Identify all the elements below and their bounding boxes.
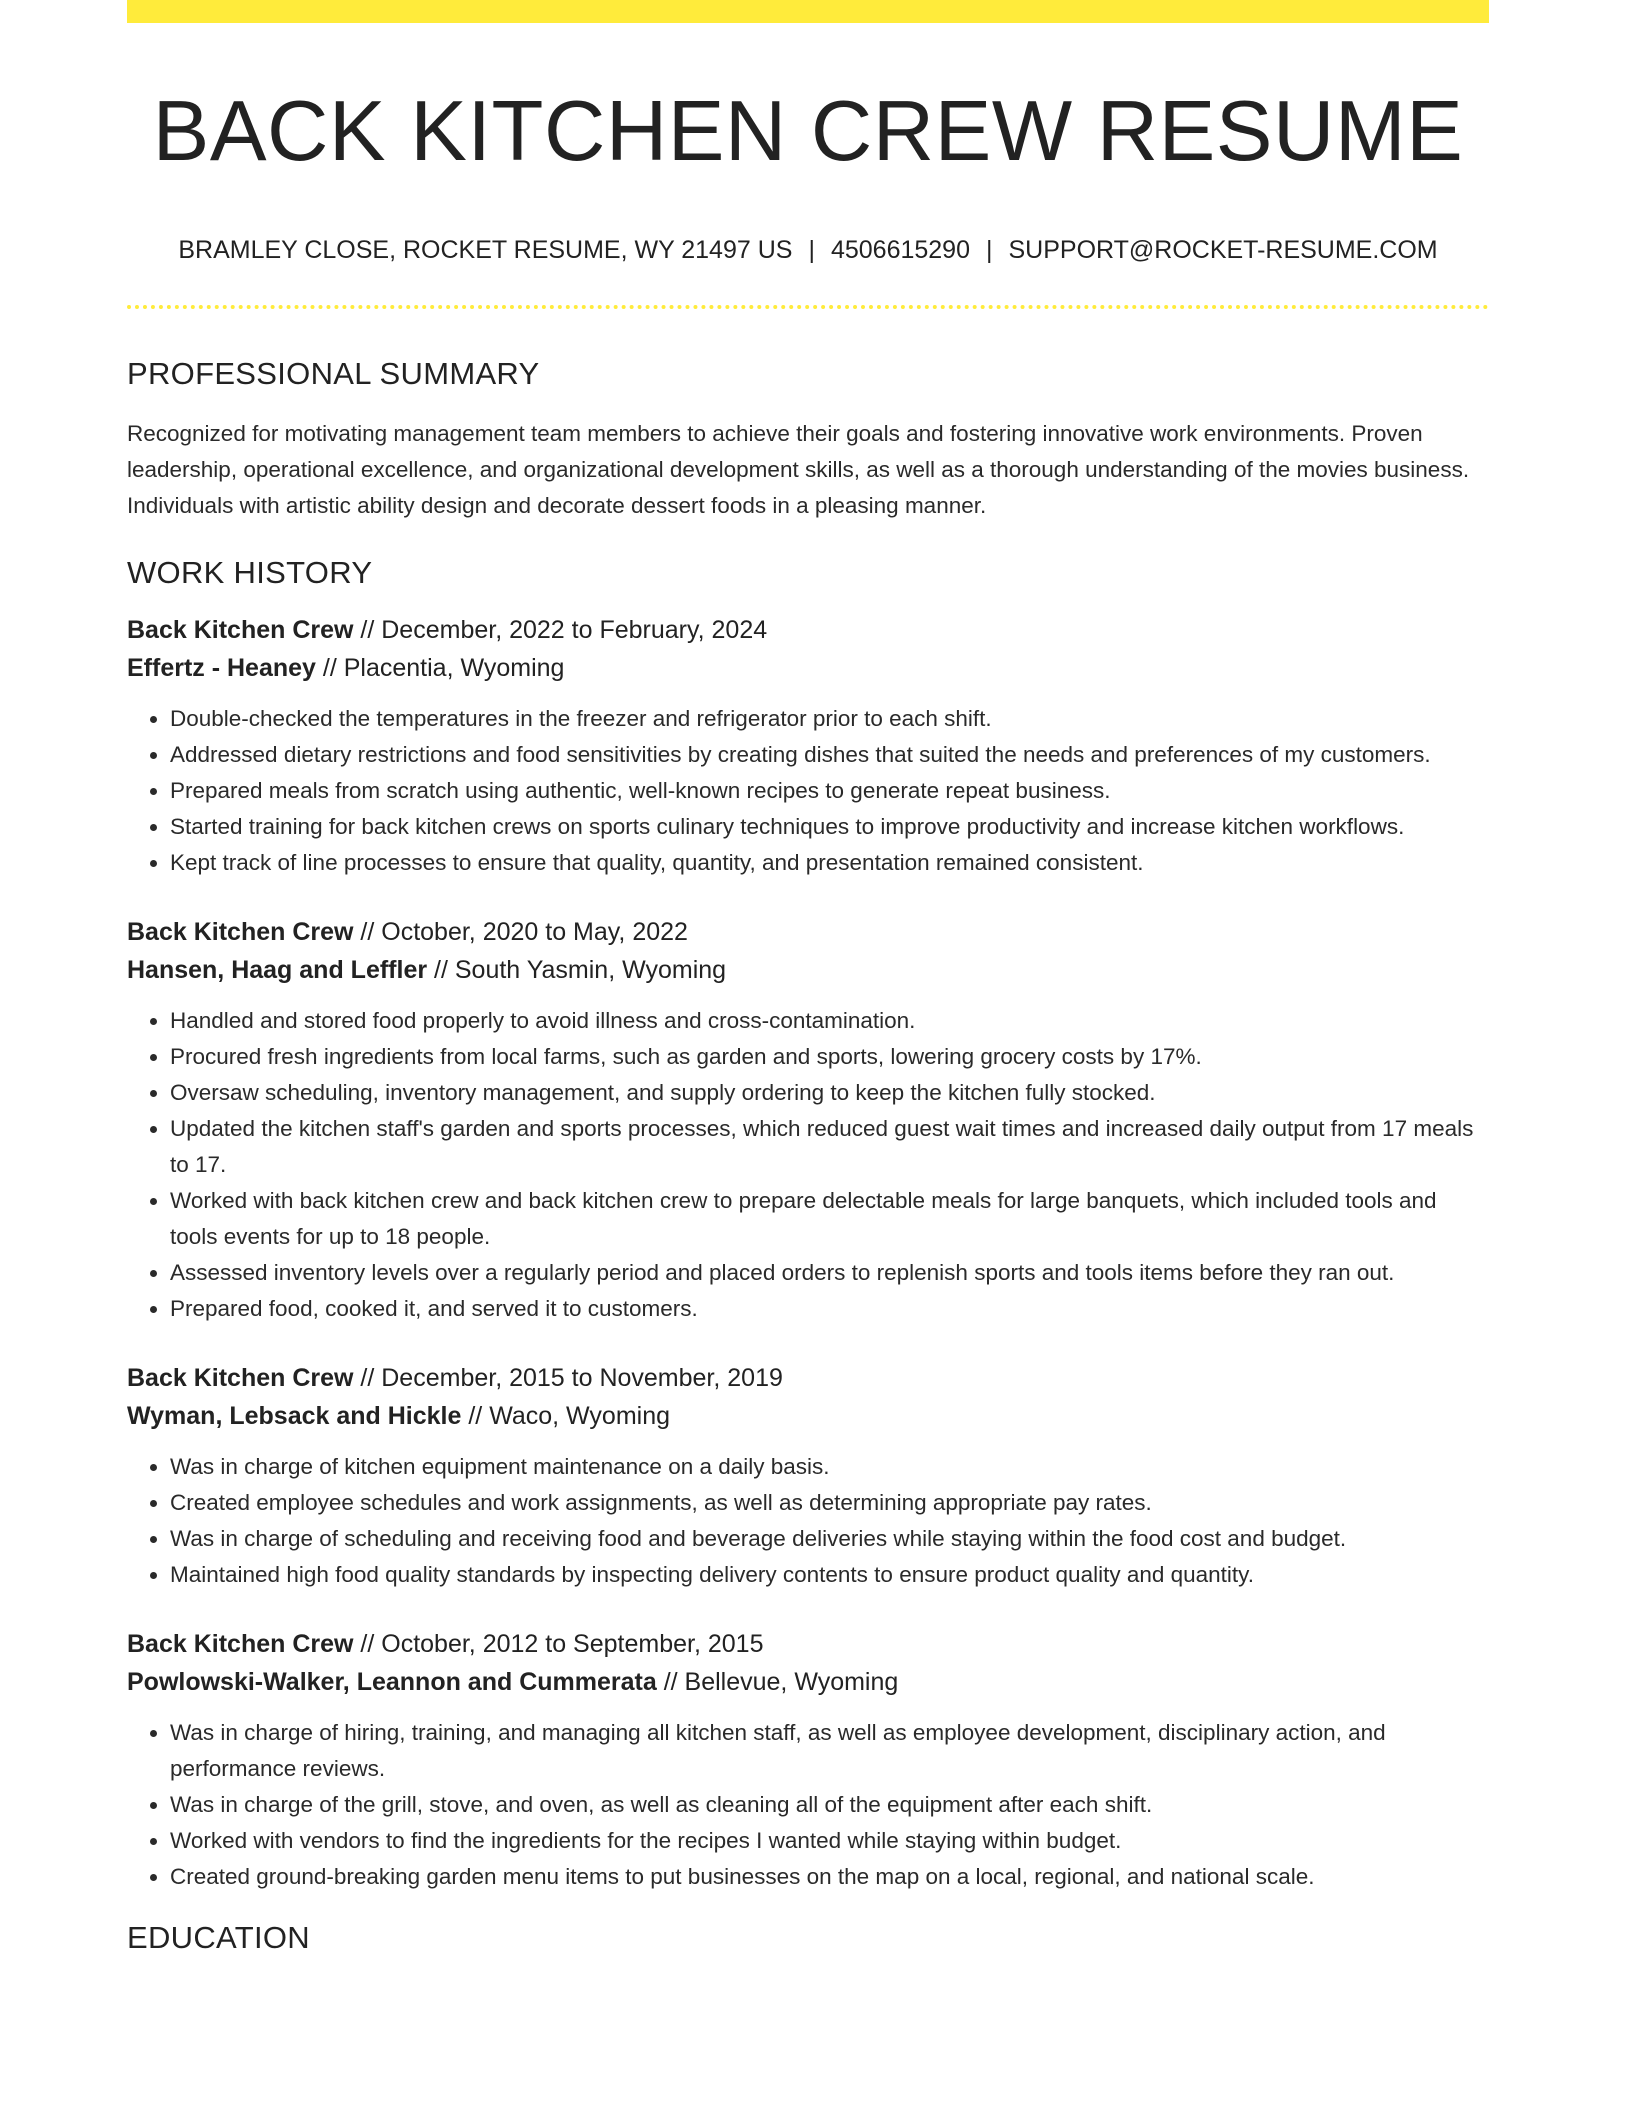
work-history-heading: WORK HISTORY	[127, 554, 373, 590]
job-company: Wyman, Lebsack and Hickle	[127, 1401, 462, 1430]
contact-separator: |	[986, 235, 993, 264]
job-bullet: • Prepared meals from scratch using authentic, well-known recipes to generate repeat business.	[170, 773, 1489, 809]
job-bullet: • Was in charge of the grill, stove, and oven, as well as cleaning all of the equipment after each shift.	[170, 1787, 1489, 1823]
job-role-line	[127, 913, 1489, 951]
job-bullet: • Procured fresh ingredients from local farms, such as garden and sports, lowering grocery costs by 17%.	[170, 1039, 1489, 1075]
job-role-line	[127, 611, 1489, 649]
job-bullet: • Oversaw scheduling, inventory management, and supply ordering to keep the kitchen fully stocked.	[170, 1075, 1489, 1111]
job-bullet: • Was in charge of scheduling and receiving food and beverage deliveries while staying within the food cost and budget.	[170, 1521, 1489, 1557]
job-role: Back Kitchen Crew	[127, 1629, 354, 1658]
job-role: Back Kitchen Crew	[127, 1363, 354, 1392]
contact-address: BRAMLEY CLOSE, ROCKET RESUME, WY 21497 US	[178, 235, 793, 264]
job-bullets	[127, 1715, 1489, 1895]
contact-line	[127, 235, 1489, 265]
job-bullet: • Created ground-breaking garden menu items to put businesses on the map on a local, regional, and national scale.	[170, 1859, 1489, 1895]
job-entry	[127, 1625, 1489, 1895]
job-location: // South Yasmin, Wyoming	[427, 955, 727, 984]
job-bullet: • Updated the kitchen staff's garden and sports processes, which reduced guest wait times and increased daily output from 17 meals to 17.	[170, 1111, 1489, 1183]
job-company-line	[127, 951, 1489, 989]
job-bullet: • Created employee schedules and work assignments, as well as determining appropriate pay rates.	[170, 1485, 1489, 1521]
job-bullet: • Assessed inventory levels over a regularly period and placed orders to replenish sports and tools items before they ran out.	[170, 1255, 1489, 1291]
dotted-divider	[127, 305, 1489, 309]
job-bullet: • Kept track of line processes to ensure that quality, quantity, and presentation remained consistent.	[170, 845, 1489, 881]
education-heading: EDUCATION	[127, 1919, 310, 1955]
job-role-line	[127, 1625, 1489, 1663]
job-bullet: • Was in charge of hiring, training, and managing all kitchen staff, as well as employee development, disciplinary action, and performance reviews.	[170, 1715, 1489, 1787]
resume-title: BACK KITCHEN CREW RESUME	[152, 84, 1464, 179]
job-bullets	[127, 1003, 1489, 1327]
job-location: // Placentia, Wyoming	[315, 653, 565, 682]
job-bullet: • Started training for back kitchen crews on sports culinary techniques to improve productivity and increase kitchen workflows.	[170, 809, 1489, 845]
job-bullet: • Worked with back kitchen crew and back kitchen crew to prepare delectable meals for large banquets, which included tools and tools events for up to 18 people.	[170, 1183, 1489, 1255]
job-bullet: • Prepared food, cooked it, and served it to customers.	[170, 1291, 1489, 1327]
job-role-line	[127, 1359, 1489, 1397]
job-role: Back Kitchen Crew	[127, 615, 354, 644]
contact-phone[interactable]: 4506615290	[830, 235, 970, 264]
job-bullets	[127, 1449, 1489, 1593]
contact-email[interactable]: SUPPORT@ROCKET-RESUME.COM	[1008, 235, 1438, 264]
summary-heading: PROFESSIONAL SUMMARY	[127, 355, 540, 391]
summary-text: Recognized for motivating management team members to achieve their goals and fostering innovative work environments. Proven leadership, operational excellence, and organizational development skills, as well as a thorough understanding of the movies business. Individuals with artistic ability design and decorate dessert foods in a pleasing manner.	[127, 420, 1470, 518]
job-dates: // October, 2012 to September, 2015	[353, 1629, 764, 1658]
job-company-line	[127, 1663, 1489, 1701]
accent-top-bar	[127, 0, 1489, 23]
job-entry	[127, 611, 1489, 881]
contact-separator: |	[808, 235, 815, 264]
job-bullet: • Was in charge of kitchen equipment maintenance on a daily basis.	[170, 1449, 1489, 1485]
job-bullets	[127, 701, 1489, 881]
job-role: Back Kitchen Crew	[127, 917, 354, 946]
job-bullet: • Maintained high food quality standards by inspecting delivery contents to ensure product quality and quantity.	[170, 1557, 1489, 1593]
job-dates: // December, 2015 to November, 2019	[353, 1363, 783, 1392]
job-location: // Bellevue, Wyoming	[656, 1667, 899, 1696]
job-company-line	[127, 1397, 1489, 1435]
job-bullet: • Addressed dietary restrictions and food sensitivities by creating dishes that suited the needs and preferences of my customers.	[170, 737, 1489, 773]
job-entry	[127, 913, 1489, 1327]
job-company: Effertz - Heaney	[127, 653, 316, 682]
job-bullet: • Handled and stored food properly to avoid illness and cross-contamination.	[170, 1003, 1489, 1039]
resume-page	[127, 0, 1489, 1956]
job-bullet: • Worked with vendors to find the ingredients for the recipes I wanted while staying within budget.	[170, 1823, 1489, 1859]
job-entry	[127, 1359, 1489, 1593]
job-bullet: • Double-checked the temperatures in the freezer and refrigerator prior to each shift.	[170, 701, 1489, 737]
job-company: Hansen, Haag and Leffler	[127, 955, 428, 984]
job-dates: // December, 2022 to February, 2024	[353, 615, 768, 644]
job-dates: // October, 2020 to May, 2022	[353, 917, 688, 946]
job-company-line	[127, 649, 1489, 687]
job-company: Powlowski-Walker, Leannon and Cummerata	[127, 1667, 657, 1696]
job-location: // Waco, Wyoming	[461, 1401, 671, 1430]
